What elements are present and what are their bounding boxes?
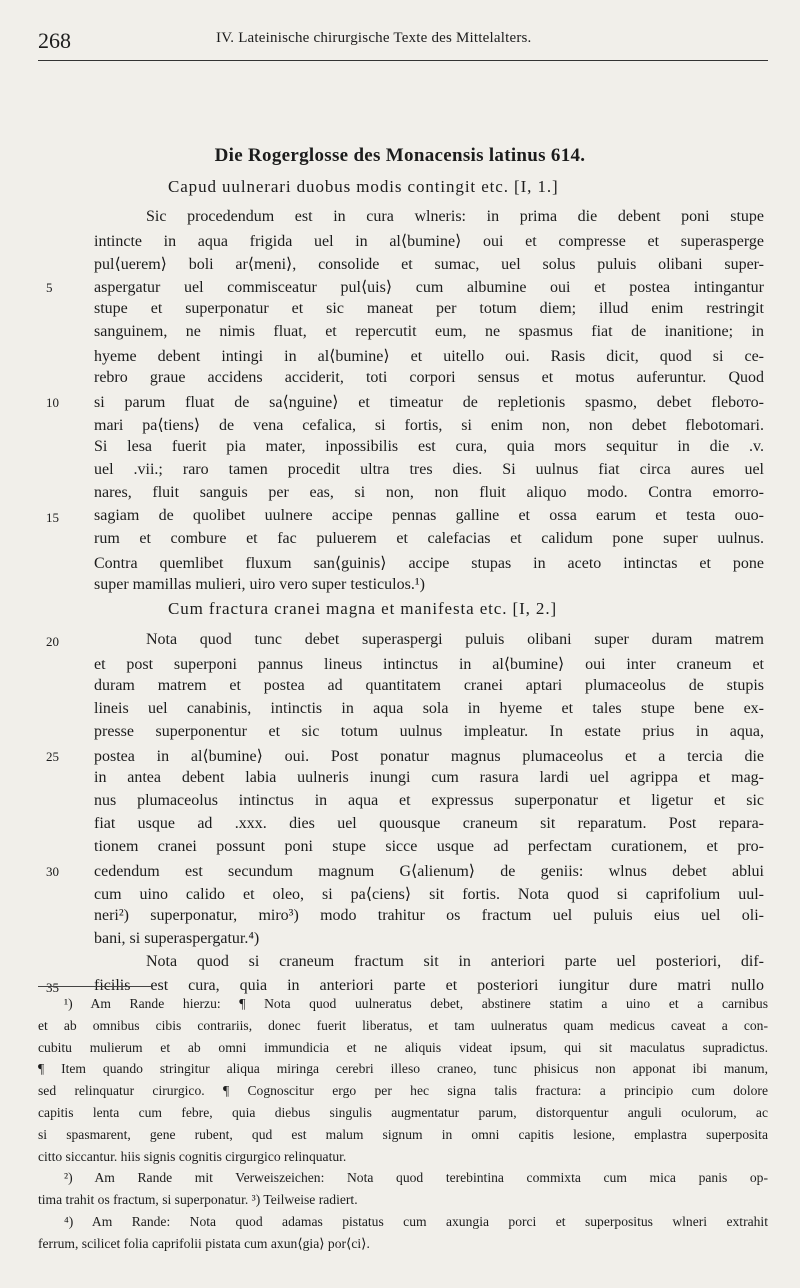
footnote-line: ferrum, scilicet folia caprifolii pistata cum axun⟨gia⟩ por⟨ci⟩.	[38, 1235, 370, 1251]
text-line: si parum fluat de sa⟨nguine⟩ et timeatur de repletionis spasmo, debet flebото-	[94, 394, 764, 411]
text-line: presse superponentur et sic totum uulnus impleatur. In estate prius in aqua,	[94, 723, 764, 740]
footnote-line: citto siccantur. hiis signis cognitis cirgurgico relinquatur.	[38, 1148, 347, 1164]
footnote-divider	[38, 986, 153, 987]
text-line: et post superponi pannus lineus intinctus in al⟨bumine⟩ oui inter craneum et	[94, 656, 764, 673]
text-line: nus plumaceolus intinctus in aqua et expressus superponatur et ligetur et sic	[94, 792, 764, 809]
text-line: duram matrem et postea ad quantitatem cranei aptari plumaceolus de stupis	[94, 677, 764, 694]
text-line: super mamillas mulieri, uiro vero super testiculos.¹)	[94, 576, 425, 593]
running-title: IV. Lateinische chirurgische Texte des Mittelalters.	[216, 30, 532, 46]
footnote-line: si spasmarent, gene rubent, qud est malum signum in omni capitis lesione, emplastra superposita	[38, 1126, 768, 1142]
footnote-line: et ab omnibus cibis contrariis, donec fuerit liberatus, et tam uulneratus quam medicus caveat a con-	[38, 1017, 768, 1033]
text-line: cedendum est secundum magnum G⟨alienum⟩ de geniis: wlnus debet ablui	[94, 863, 764, 880]
line-number: 30	[46, 864, 59, 879]
text-line: hyeme debent intingi in al⟨bumine⟩ et uitello oui. Rasis dicit, quod si ce-	[94, 348, 764, 365]
footnote-line: ¹) Am Rande hierzu: ¶ Nota quod uulneratus debet, abstinere statim a uino et a carnibus	[64, 996, 768, 1011]
text-line: stupe et superponatur et sic maneat per totum diem; illud enim restringit	[94, 300, 764, 317]
section-title: Die Rogerglosse des Monacensis latinus 614.	[214, 145, 586, 166]
chapter-heading: Capud uulnerari duobus modis contingit etc. [I, 1.]	[168, 177, 559, 196]
text-line: Nota quod si craneum fractum sit in anteriori parte uel posteriori, dif-	[146, 953, 764, 970]
text-line: Si lesa fuerit pia mater, inpossibilis est cura, quia mors sequitur in die .v.	[94, 438, 764, 455]
text-line: intincte in aqua frigida uel in al⟨bumine⟩ oui et compresse et superasperge	[94, 233, 764, 250]
running-header	[38, 24, 768, 61]
footnote-line: sed relinquatur cirurgico. ¶ Cognoscitur ergo per hec signa talis fractura: a principio cum dolore	[38, 1083, 768, 1099]
footnote-line: ²) Am Rande mit Verweiszeichen: Nota quod terebintina commixta cum mica panis op-	[64, 1170, 768, 1186]
text-line: neri²) superponatur, miro³) modo trahitur os fractum uel puluis eius uel oli-	[94, 907, 764, 924]
line-number: 10	[46, 395, 59, 410]
text-line: Contra quemlibet fluxum san⟨guinis⟩ accipe stupas in aceto intinctas et pone	[94, 555, 764, 572]
text-line: uel .vii.; raro tamen procedit ultra tres dies. Si uulnus fiat circa aures uel	[94, 461, 764, 478]
text-line: Nota quod tunc debet superaspergi puluis olibani super duram matrem	[146, 631, 764, 648]
footnote-line: ¶ Item quando stringitur aliqua miringa cerebri illeso craneo, tunc phisicus non apponat ibi manum,	[38, 1061, 768, 1077]
footnote-line: ⁴) Am Rande: Nota quod adamas pistatus cum axungia porci et superpositus wlneri extrahit	[64, 1214, 768, 1229]
page-number: 268	[38, 28, 71, 53]
text-line: bani, si superaspergatur.⁴)	[94, 930, 260, 947]
text-line: sanguinem, ne nimis fluat, et repercutit eum, ne spasmus fiat de inanitione; in	[94, 323, 764, 340]
text-line: ficilis est cura, quia in anteriori parte et posteriori iungitur dure matri nullo	[94, 977, 764, 994]
footnote-line: capitis lenta cum febre, quia diebus singulis augmentatur parum, distorquentur anguli oculorum, ac	[38, 1105, 768, 1120]
text-line: aspergatur uel commisceatur pul⟨uis⟩ cum albumine oui et postea intingantur	[94, 279, 764, 296]
text-line: postea in al⟨bumine⟩ oui. Post ponatur magnus plumaceolus et a tercia die	[94, 748, 764, 765]
text-line: tionem cranei possunt poni stupe sicce usque ad perfectam curationem, et pro-	[94, 838, 764, 855]
text-line: cum uino calido et oleo, si pa⟨ciens⟩ sit fortis. Nota quod si caprifolium uul-	[94, 886, 764, 903]
text-line: lineis uel canabinis, intinctis in aqua sola in hyeme et tales stupe bene ex-	[94, 700, 764, 717]
line-number: 25	[46, 749, 59, 764]
text-line: rum et combure et fac puluerem et calefacias et calidum pone super uulnus.	[94, 530, 764, 547]
line-number: 35	[46, 980, 59, 995]
text-line: fiat usque ad .xxx. dies uel quousque craneum sit reparatum. Post repara-	[94, 815, 764, 832]
text-line: nares, fluit sanguis per eas, si non, non fluit aliquo modo. Contra emorro-	[94, 484, 764, 501]
line-number: 20	[46, 634, 59, 649]
text-line: sagiam de quolibet uulnere accipe pennas galline et ossa earum et testa ouo-	[94, 507, 764, 524]
chapter-heading: Cum fractura cranei magna et manifesta etc. [I, 2.]	[168, 599, 558, 618]
text-line: in antea debent labia uulneris inungi cum rasura lardi uel agrippa et mag-	[94, 769, 764, 786]
text-line: Sic procedendum est in cura wlneris: in prima die debent poni stupe	[146, 208, 764, 225]
text-line: mari pa⟨tiens⟩ de vena cefalica, si fortis, si enim non, non debet flebotomari.	[94, 417, 764, 434]
line-number: 5	[46, 280, 53, 295]
text-line: rebro graue accidens acciderit, toti corpori sensus et motus auferuntur. Quod	[94, 369, 764, 386]
footnote-line: tima trahit os fractum, si superponatur. ³) Teilweise radiert.	[38, 1192, 358, 1208]
text-line: pul⟨uerem⟩ boli ar⟨meni⟩, consolide et sumac, uel solus puluis olibani super-	[94, 256, 764, 273]
line-number: 15	[46, 510, 59, 525]
footnote-line: cubitu mulierum et ab omni immundicia et ne aliquis videat ipsum, qui sit maculatus supradictus.	[38, 1039, 768, 1055]
